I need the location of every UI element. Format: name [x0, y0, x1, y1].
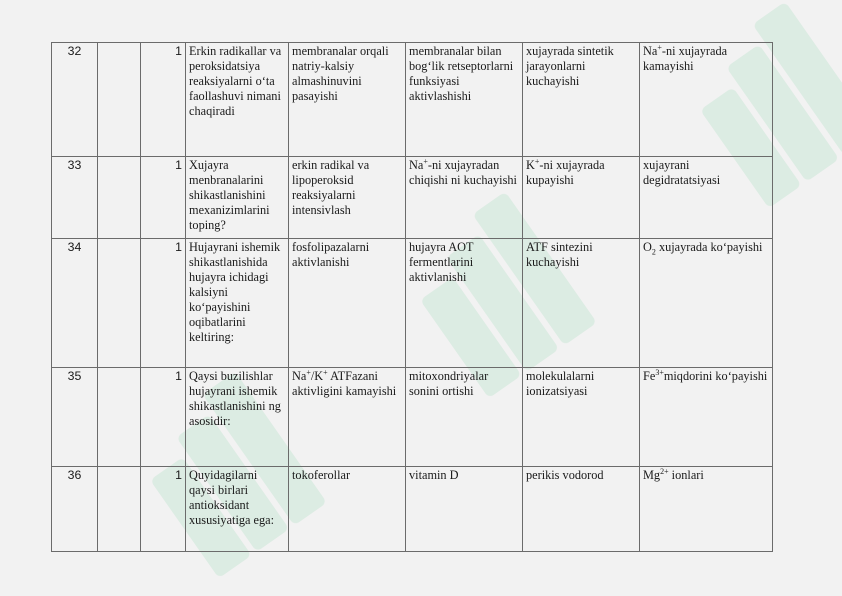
answer-text-part: xujayrada ko‘payishi: [655, 240, 763, 254]
answer-text-part: -ni xujayrada kamayishi: [643, 44, 728, 73]
answer-option-d: [640, 467, 773, 552]
questions-table-body: [52, 43, 773, 552]
question-score: 1: [141, 467, 186, 552]
question-text: Qaysi buzilishlar hujayrani ishemik shikastlanishini ng asosidir:: [186, 368, 289, 467]
answer-option-a: fosfolipazalarni aktivlanishi: [289, 239, 406, 368]
table-row: [52, 157, 773, 239]
charge-script: +: [657, 42, 662, 52]
answer-text-part: -ni xujayrada kupayishi: [526, 158, 605, 187]
answer-option-a: membranalar orqali natriy-kalsiy almashinuvini pasayishi: [289, 43, 406, 157]
answer-text-part: ionlari: [668, 468, 704, 482]
empty-cell: [98, 157, 141, 239]
answer-text-part: Fe: [643, 369, 656, 383]
answer-option-d: [640, 368, 773, 467]
question-text: Xujayra menbranalarini shikastlanishini mexanizimlarini toping?: [186, 157, 289, 239]
question-score: 1: [141, 157, 186, 239]
answer-option-d: xujayrani degidratatsiyasi: [640, 157, 773, 239]
answer-option-c: ATF sintezini kuchayishi: [523, 239, 640, 368]
answer-option-b: vitamin D: [406, 467, 523, 552]
table-row: [52, 368, 773, 467]
question-number: 35: [52, 368, 98, 467]
table-row: [52, 43, 773, 157]
question-number: 34: [52, 239, 98, 368]
question-number: 32: [52, 43, 98, 157]
answer-text-part: -ni xujayradan chiqishi ni kuchayishi: [409, 158, 517, 187]
empty-cell: [98, 43, 141, 157]
answer-text-part: Na: [292, 369, 307, 383]
charge-script: +: [423, 156, 428, 166]
question-text: Erkin radikallar va peroksidatsiya reaksiyalarni o‘ta faollashuvi nimani chaqiradi: [186, 43, 289, 157]
answer-option-d: [640, 239, 773, 368]
question-number: 36: [52, 467, 98, 552]
question-score: 1: [141, 43, 186, 157]
answer-text-part: K: [526, 158, 535, 172]
answer-option-b: [406, 157, 523, 239]
charge-script: 2: [651, 247, 656, 257]
answer-text-part: Na: [409, 158, 424, 172]
question-score: 1: [141, 239, 186, 368]
question-text: Quyidagilarni qaysi birlari antioksidant xususiyatiga ega:: [186, 467, 289, 552]
charge-script: 2+: [660, 466, 669, 476]
answer-text-part: miqdorini ko‘payishi: [663, 369, 768, 383]
empty-cell: [98, 467, 141, 552]
answer-option-c: molekulalarni ionizatsiyasi: [523, 368, 640, 467]
charge-script: +: [323, 367, 328, 377]
table-row: [52, 467, 773, 552]
answer-option-b: mitoxondriyalar sonini ortishi: [406, 368, 523, 467]
answer-text-part: /K: [310, 369, 324, 383]
answer-option-a: [289, 368, 406, 467]
answer-option-a: tokoferollar: [289, 467, 406, 552]
answer-text-part: Na: [643, 44, 658, 58]
charge-script: 3+: [655, 367, 664, 377]
question-number: 33: [52, 157, 98, 239]
charge-script: +: [306, 367, 311, 377]
answer-option-c: xujayrada sintetik jarayonlarni kuchayishi: [523, 43, 640, 157]
empty-cell: [98, 239, 141, 368]
answer-option-c: [523, 157, 640, 239]
answer-option-b: hujayra AOT fermentlarini aktivlanishi: [406, 239, 523, 368]
answer-text-part: Mg: [643, 468, 661, 482]
table-row: [52, 239, 773, 368]
empty-cell: [98, 368, 141, 467]
answer-option-c: perikis vodorod: [523, 467, 640, 552]
question-score: 1: [141, 368, 186, 467]
charge-script: +: [534, 156, 540, 166]
questions-table: [51, 42, 773, 552]
answer-option-a: erkin radikal va lipoperoksid reaksiyalarni intensivlash: [289, 157, 406, 239]
answer-option-b: membranalar bilan bog‘lik retseptorlarni funksiyasi aktivlashishi: [406, 43, 523, 157]
answer-option-d: [640, 43, 773, 157]
question-text: Hujayrani ishemik shikastlanishida hujayra ichidagi kalsiyni ko‘payishini oqibatlarini keltiring:: [186, 239, 289, 368]
answer-text-part: O: [643, 240, 652, 254]
answer-text-part: ATFazani aktivligini kamayishi: [292, 369, 397, 398]
